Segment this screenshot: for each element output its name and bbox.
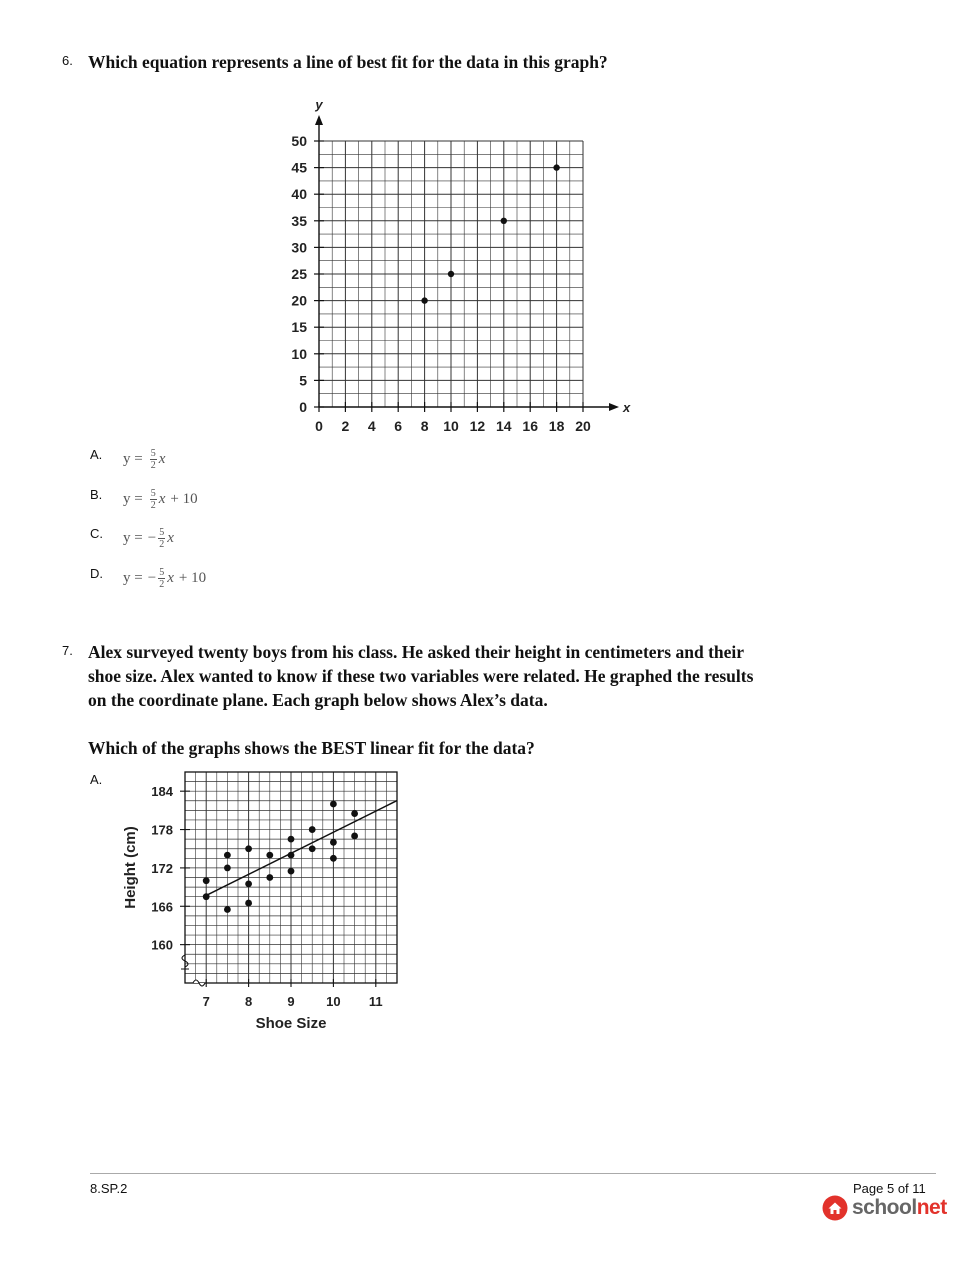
x-tick-label: 12 (469, 418, 486, 434)
option-b-var: x (158, 491, 166, 507)
data-point (266, 852, 273, 859)
option-c-den: 2 (159, 539, 165, 550)
option-c-fraction (158, 527, 165, 550)
x-tick-label: 18 (548, 418, 565, 434)
data-point (224, 852, 231, 859)
option-d-equation[interactable] (123, 567, 206, 590)
option-a-var: x (158, 451, 166, 467)
data-point (288, 868, 295, 875)
data-point (224, 906, 231, 913)
y-tick-label: 15 (291, 319, 307, 336)
data-point (245, 880, 252, 887)
option-b-lhs: y = (123, 491, 143, 507)
y-tick-label: 25 (291, 266, 307, 282)
option-c-var: x (167, 530, 174, 546)
data-point (501, 218, 507, 224)
option-a-label[interactable]: A. (90, 447, 103, 462)
option-c-num: 5 (159, 527, 165, 538)
x-tick-label: 16 (522, 418, 538, 434)
data-point (553, 164, 559, 170)
x-tick-label: 0 (315, 418, 323, 434)
data-point (351, 810, 358, 817)
line-of-fit (205, 801, 397, 896)
y-tick-label: 40 (291, 186, 307, 203)
y-tick-label: 30 (291, 239, 307, 256)
data-point (203, 893, 210, 900)
y-tick-label: 10 (291, 345, 307, 362)
footer-page-number: Page 5 of 11 (853, 1181, 926, 1196)
y-tick-label: 50 (291, 133, 307, 149)
option-d-var: x (167, 570, 174, 586)
data-point (330, 801, 337, 808)
y-tick-label: 35 (291, 212, 307, 229)
data-point (421, 297, 427, 303)
option-b-den: 2 (150, 500, 156, 511)
option-b-fraction (150, 488, 157, 511)
x-axis-label: x (623, 400, 631, 415)
question-7-number: 7. (62, 643, 73, 658)
data-point (224, 865, 231, 872)
y-tick-label: 160 (151, 937, 173, 953)
data-point (245, 845, 252, 852)
x-tick-label: 20 (575, 418, 591, 434)
question-6-number: 6. (62, 53, 73, 68)
option-d-sign: − (147, 570, 157, 586)
y-tick-label: 184 (151, 784, 173, 800)
data-point (309, 845, 316, 852)
data-point (203, 877, 210, 884)
question-6-text: Which equation represents a line of best fit for the data in this graph? (88, 52, 608, 72)
data-point (330, 855, 337, 862)
data-point (266, 874, 273, 881)
y-tick-label: 45 (291, 159, 307, 176)
x-tick-label: 8 (420, 418, 429, 434)
option-d-num: 5 (159, 567, 165, 578)
option-c-equation[interactable] (123, 527, 174, 550)
option-d-den: 2 (159, 579, 165, 590)
x-tick-label: 9 (287, 994, 295, 1009)
y-axis-label: y (315, 97, 323, 112)
data-point (245, 900, 252, 907)
x-tick-label: 6 (394, 418, 403, 434)
q7-option-a-label[interactable]: A. (90, 772, 103, 787)
x-axis-label: Shoe Size (255, 1015, 327, 1032)
logo-text-school: school (852, 1196, 917, 1219)
y-tick-label: 178 (151, 822, 173, 838)
y-tick-label: 20 (291, 292, 307, 309)
option-d-label[interactable]: D. (90, 566, 103, 581)
y-tick-label: 166 (151, 899, 173, 915)
x-tick-label: 7 (202, 994, 210, 1009)
option-c-sign: − (147, 530, 157, 546)
footer-divider (90, 1173, 936, 1174)
option-a-lhs: y = (123, 451, 143, 467)
option-b-equation[interactable] (123, 488, 198, 511)
x-tick-label: 11 (368, 994, 383, 1009)
data-point (288, 836, 295, 843)
data-point (330, 839, 337, 846)
option-a-fraction (150, 448, 157, 471)
q6-scatter-chart (280, 95, 640, 445)
question-7-prompt: Which of the graphs shows the BEST linear fit for the data? (88, 738, 535, 758)
y-axis-label: Height (cm) (122, 826, 139, 909)
q7-option-a-scatter-chart[interactable] (115, 770, 415, 1040)
x-tick-label: 14 (496, 418, 512, 434)
x-tick-label: 10 (326, 994, 341, 1009)
schoolnet-house-icon (822, 1195, 848, 1221)
option-d-tail: + 10 (178, 570, 207, 586)
x-tick-label: 10 (443, 418, 459, 434)
y-axis-arrow (315, 115, 323, 125)
x-axis-break-icon (193, 980, 205, 986)
schoolnet-logo (822, 1195, 947, 1221)
schoolnet-logo-text (852, 1196, 947, 1220)
option-b-num: 5 (150, 488, 156, 499)
y-tick-label: 5 (299, 372, 307, 389)
x-axis-arrow (609, 403, 619, 411)
option-d-lhs: y = (123, 570, 143, 586)
x-tick-label: 4 (367, 418, 376, 434)
data-point (448, 271, 454, 277)
logo-text-net: net (916, 1196, 947, 1219)
option-a-num: 5 (150, 448, 156, 459)
option-c-lhs: y = (123, 530, 143, 546)
question-7-line-2: shoe size. Alex wanted to know if these two variables were related. He graphed the results (88, 666, 754, 686)
question-7-line-1: Alex surveyed twenty boys from his class. He asked their height in centimeters and their (88, 642, 745, 662)
data-point (309, 826, 316, 833)
option-b-tail: + 10 (170, 491, 198, 507)
question-7-line-3: on the coordinate plane. Each graph below shows Alex’s data. (88, 690, 548, 710)
data-point (288, 852, 295, 859)
option-c-label[interactable]: C. (90, 526, 103, 541)
y-tick-label: 172 (151, 860, 173, 876)
y-tick-label: 0 (299, 399, 307, 415)
option-d-fraction (158, 567, 165, 590)
data-point (351, 833, 358, 840)
x-tick-label: 2 (341, 418, 350, 434)
option-b-label[interactable]: B. (90, 487, 103, 502)
footer-standard: 8.SP.2 (90, 1181, 128, 1196)
option-a-den: 2 (150, 460, 156, 471)
x-tick-label: 8 (244, 994, 253, 1009)
option-a-equation[interactable] (123, 448, 165, 471)
question-7-text (88, 640, 753, 712)
